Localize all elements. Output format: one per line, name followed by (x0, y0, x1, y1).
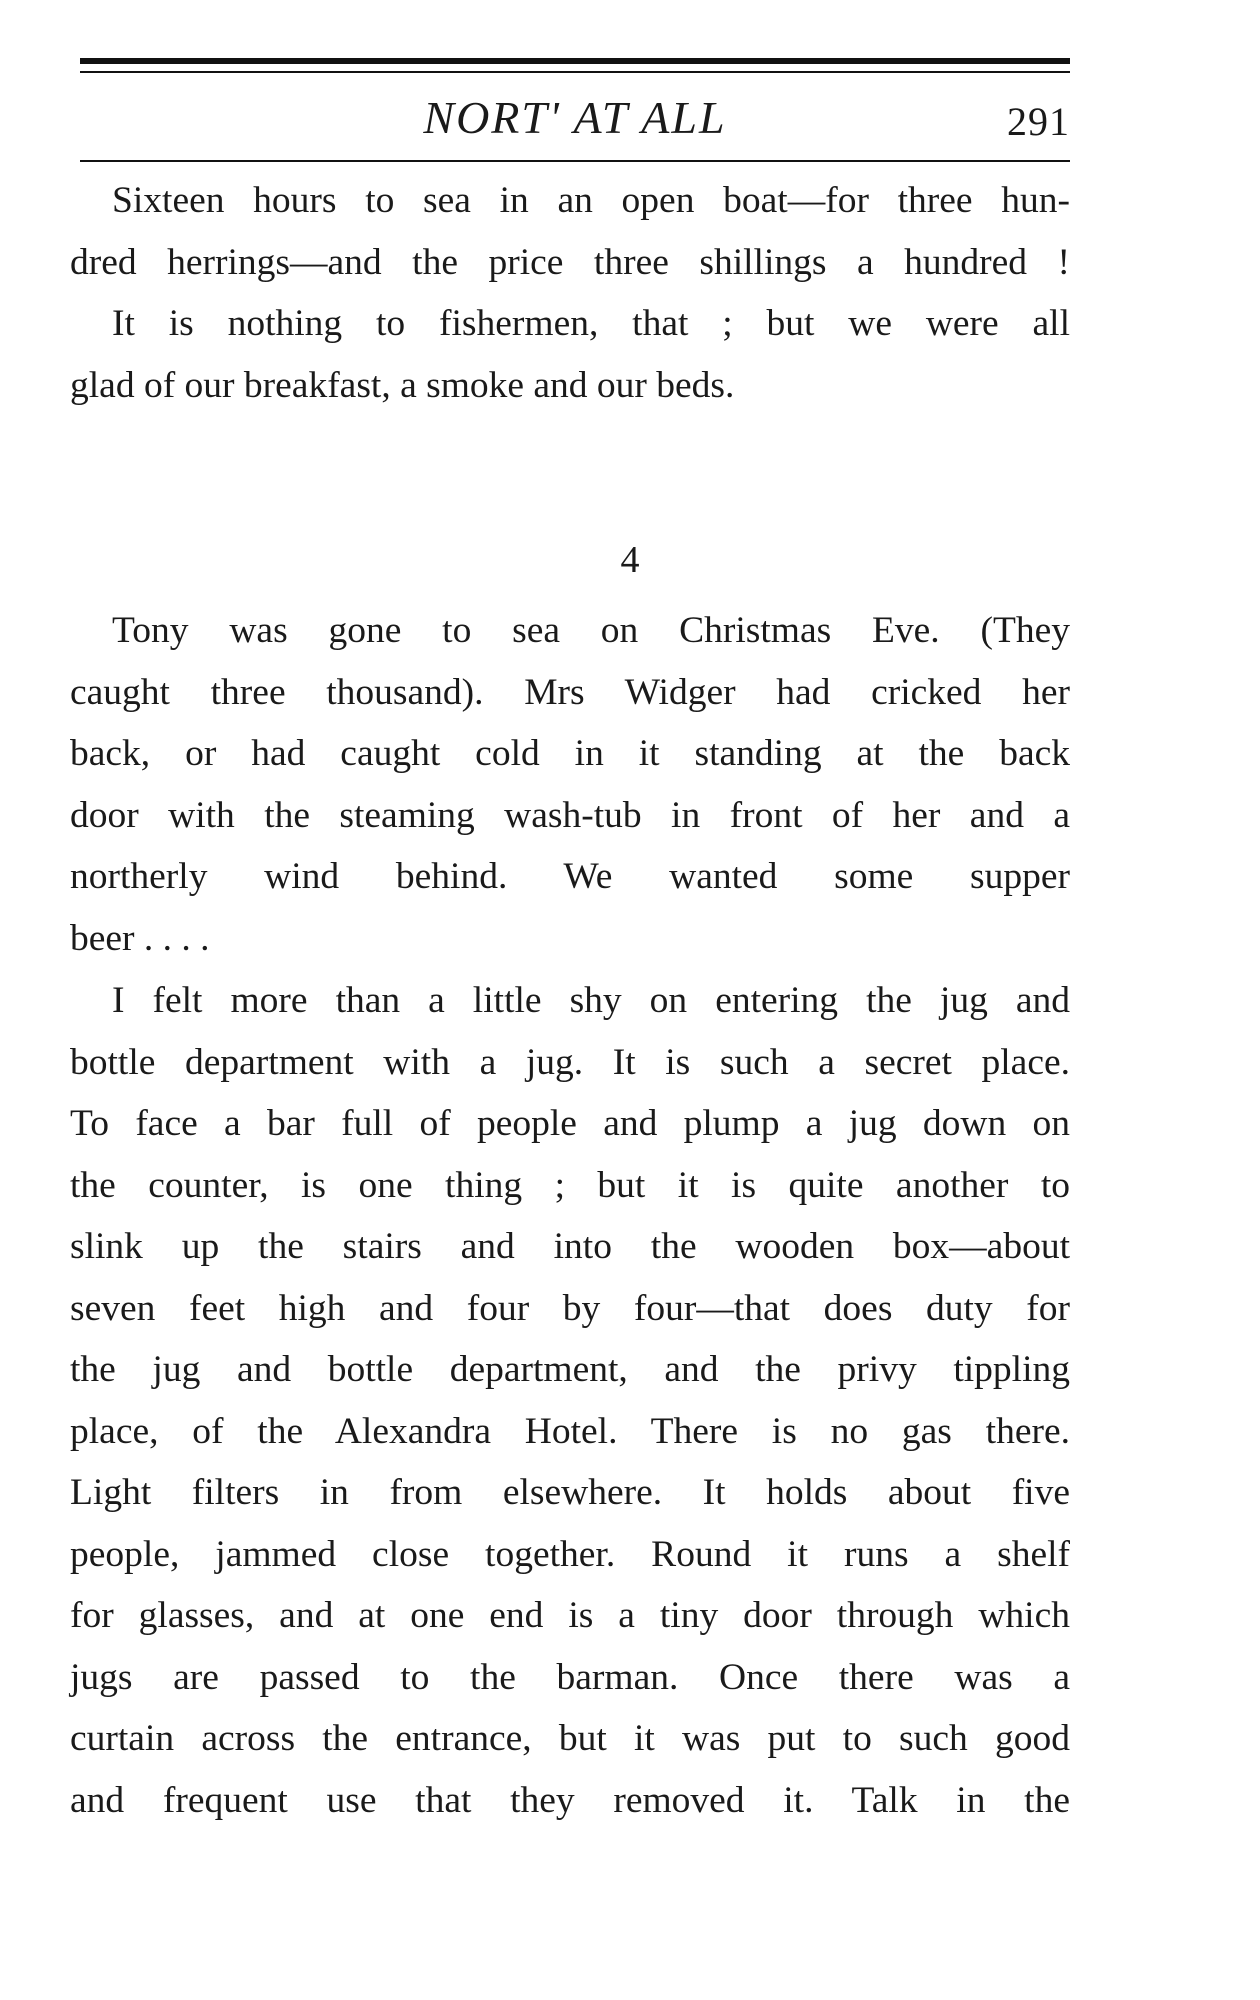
text-line: seven feet high and four by four—that does duty for (70, 1287, 1070, 1329)
text-line: To face a bar full of people and plump a jug down on (70, 1103, 1070, 1144)
paragraph-2 (70, 600, 1070, 969)
paragraph-1 (70, 170, 1070, 416)
header-double-rule-thick (80, 58, 1070, 64)
text-line: the counter, is one thing ; but it is quite another to (70, 1164, 1070, 1206)
running-head (80, 88, 1070, 148)
text-line: curtain across the entrance, but it was put to such good (70, 1718, 1070, 1759)
text-line: slink up the stairs and into the wooden box—about (70, 1226, 1070, 1267)
text-line: glad of our breakfast, a smoke and our beds. (70, 364, 735, 406)
text-line: dred herrings—and the price three shillings a hundred ! (70, 241, 1070, 283)
text-line: jugs are passed to the barman. Once there was a (70, 1656, 1070, 1698)
text-line: place, of the Alexandra Hotel. There is no gas there. (70, 1410, 1070, 1452)
text-line: and frequent use that they removed it. Talk in the (70, 1779, 1070, 1821)
text-line: bottle department with a jug. It is such a secret place. (70, 1041, 1070, 1083)
section-number: 4 (620, 539, 640, 581)
text-line: door with the steaming wash-tub in front of her and a (70, 794, 1070, 836)
text-line: back, or had caught cold in it standing at the back (70, 733, 1070, 774)
text-line: the jug and bottle department, and the privy tippling (70, 1349, 1070, 1390)
text-line: Tony was gone to sea on Christmas Eve. (They (112, 610, 1070, 651)
text-line: beer . . . . (70, 917, 210, 959)
paragraph-3 (70, 970, 1070, 1831)
text-line: I felt more than a little shy on entering the jug and (112, 980, 1070, 1021)
running-title: NORT' AT ALL (423, 92, 727, 143)
page-number: 291 (1007, 99, 1070, 144)
header-bottom-rule (80, 160, 1070, 162)
text-line: It is nothing to fishermen, that ; but we were all (112, 303, 1070, 344)
text-line: northerly wind behind. We wanted some supper (70, 856, 1070, 897)
text-line: Sixteen hours to sea in an open boat—for three hun- (112, 180, 1070, 221)
text-line: caught three thousand). Mrs Widger had cricked her (70, 671, 1070, 713)
text-line: people, jammed close together. Round it runs a shelf (70, 1533, 1070, 1575)
text-line: Light filters in from elsewhere. It holds about five (70, 1472, 1070, 1513)
text-line: for glasses, and at one end is a tiny door through which (70, 1595, 1070, 1636)
header-double-rule-thin (80, 71, 1070, 73)
